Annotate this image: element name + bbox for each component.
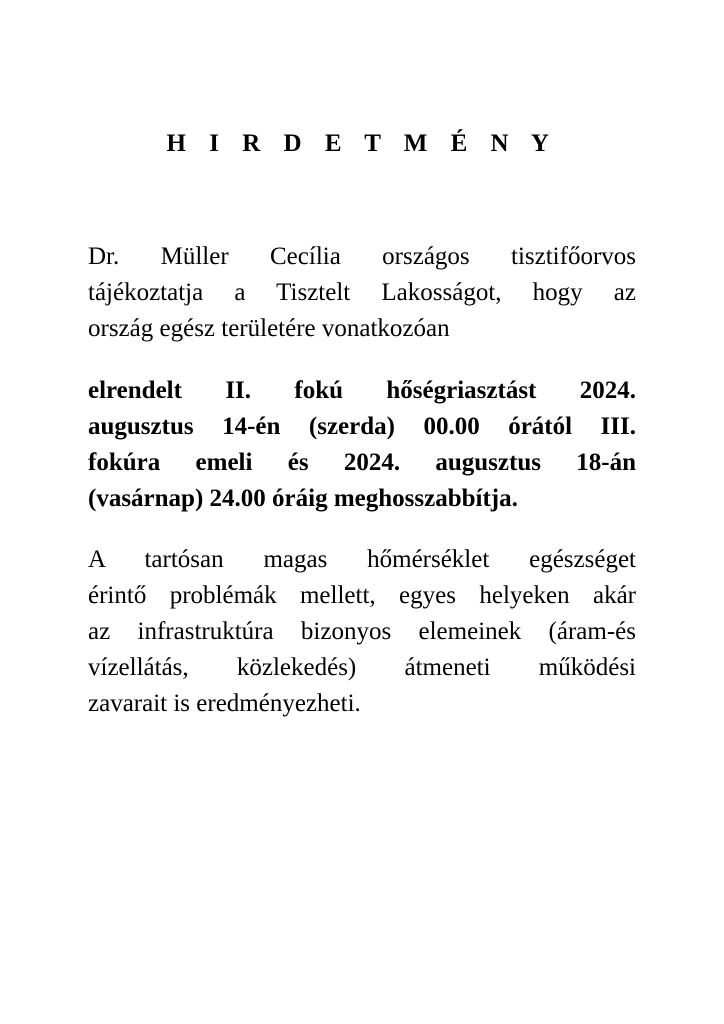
text-line: az infrastruktúra bizonyos elemeinek (áram-és [88, 618, 636, 645]
text-line: (vasárnap) 24.00 óráig meghosszabbítja. [88, 485, 518, 512]
text-line: vízellátás, közlekedés) átmeneti működési [88, 654, 636, 681]
document-title: H I R D E T M É N Y [166, 130, 558, 157]
text-line: zavarait is eredményezheti. [88, 690, 361, 717]
text-line: fokúra emeli és 2024. augusztus 18-án [88, 449, 636, 476]
alert-paragraph [88, 373, 636, 517]
text-line: elrendelt II. fokú hőségriasztást 2024. [88, 377, 636, 404]
text-line: Dr. Müller Cecília országos tisztifőorvos [88, 243, 636, 270]
text-line: augusztus 14-én (szerda) 00.00 órától III. [88, 413, 636, 440]
text-line: ország egész területére vonatkozóan [88, 315, 450, 342]
text-line: A tartósan magas hőmérséklet egészséget [88, 546, 636, 573]
text-line: érintő problémák mellett, egyes helyeken akár [88, 582, 636, 609]
effects-paragraph [88, 542, 636, 722]
text-line: tájékoztatja a Tisztelt Lakosságot, hogy az [88, 279, 636, 306]
intro-paragraph [88, 239, 636, 347]
